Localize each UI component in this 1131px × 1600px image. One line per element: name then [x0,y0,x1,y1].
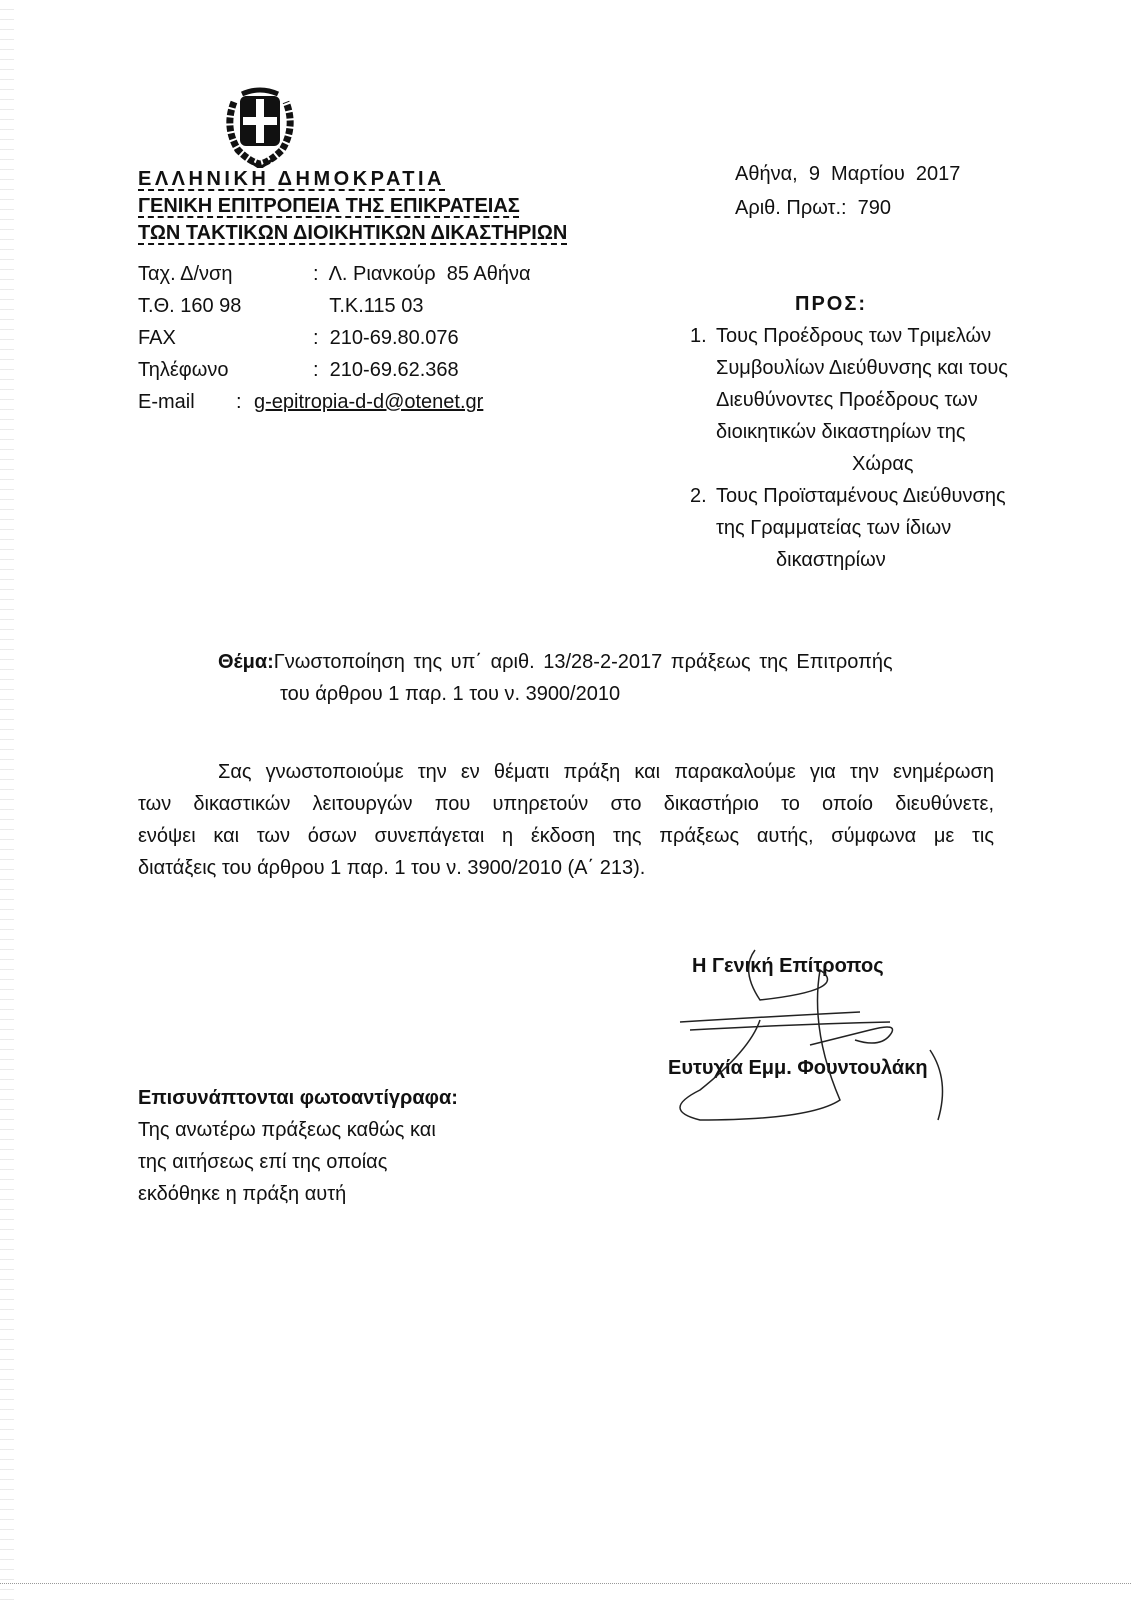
header-line-1: ΕΛΛΗΝΙΚΗ ΔΗΜΟΚΡΑΤΙΑ [138,168,445,190]
contact-row [138,290,531,322]
body-paragraph [138,756,994,884]
subject-line-2: του άρθρου 1 παρ. 1 του ν. 3900/2010 [280,683,621,705]
email-separator: : [236,391,242,413]
signatory-title: Η Γενική Επίτροπος [692,955,884,977]
body-line: ενόψει και των όσων συνεπάγεται η έκδοση της πράξεως αυτής, σύμφωνα με τις [138,825,994,847]
handwritten-signature [660,940,960,1150]
recipient-line: διοικητικών δικαστηρίων της [716,421,966,443]
recipient-line: Τους Προέδρους των Τριμελών [716,325,992,347]
protocol-number: Αριθ. Πρωτ.: 790 [735,197,892,219]
email-label: E-mail [138,391,195,413]
recipients-heading: ΠΡΟΣ: [795,293,868,315]
recipient-number: 1. [690,325,707,347]
scan-bottom-edge [0,1583,1131,1585]
contact-row [138,322,531,354]
attachments-heading: Επισυνάπτονται φωτοαντίγραφα: [138,1087,458,1109]
email-row [138,386,531,418]
recipient-line: Συμβουλίων Διεύθυνσης και τους [716,357,1008,379]
recipient-line: Χώρας [852,453,914,475]
recipient-item [690,480,1008,512]
attachments-line: της αιτήσεως επί της οποίας [138,1151,388,1173]
recipient-line: Τους Προϊσταμένους Διεύθυνσης [716,485,1006,507]
contact-block [138,258,531,418]
header-line-3: ΤΩΝ ΤΑΚΤΙΚΩΝ ΔΙΟΙΚΗΤΙΚΩΝ ΔΙΚΑΣΤΗΡΙΩΝ [138,222,568,244]
contact-label: Ταχ. Δ/νση [138,263,233,285]
recipient-item [690,320,1008,352]
greek-coat-of-arms-emblem [220,82,300,168]
recipient-line: της Γραμματείας των ίδιων [716,517,952,539]
header-line-2: ΓΕΝΙΚΗ ΕΠΙΤΡΟΠΕΙΑ ΤΗΣ ΕΠΙΚΡΑΤΕΙΑΣ [138,195,520,217]
subject-block [218,646,893,710]
contact-value: : Λ. Ριανκούρ 85 Αθήνα [313,263,531,285]
recipients-list [690,320,1008,576]
recipient-line: δικαστηρίων [776,549,886,571]
contact-row [138,354,531,386]
contact-value: Τ.Κ.115 03 [313,295,424,317]
email-link[interactable]: g-epitropia-d-d@otenet.gr [254,391,484,413]
subject-line-1: Γνωστοποίηση της υπ΄ αριθ. 13/28-2-2017 πράξεως της Επιτροπής [273,651,893,673]
contact-label: Τηλέφωνο [138,359,229,381]
letterhead [138,166,567,247]
attachments-line: εκδόθηκε η πράξη αυτή [138,1183,347,1205]
signatory-name: Ευτυχία Εμμ. Φουντουλάκη [668,1057,928,1079]
body-line: διατάξεις του άρθρου 1 παρ. 1 του ν. 3900/2010 (Α΄ 213). [138,857,646,879]
attachments-line: Της ανωτέρω πράξεως καθώς και [138,1119,436,1141]
contact-label: FAX [138,327,176,349]
contact-label: Τ.Θ. 160 98 [138,295,242,317]
contact-row [138,258,531,290]
attachments-block [138,1082,458,1210]
subject-label: Θέμα: [218,651,274,673]
body-line: των δικαστικών λειτουργών που υπηρετούν στο δικαστήριο το οποίο διευθύνετε, [138,793,994,815]
date-line: Αθήνα, 9 Μαρτίου 2017 [735,163,961,185]
recipient-line: Διευθύνοντες Προέδρους των [716,389,978,411]
scan-edge [0,0,14,1600]
contact-value: : 210-69.62.368 [313,359,459,381]
recipient-number: 2. [690,485,707,507]
body-line: Σας γνωστοποιούμε την εν θέματι πράξη και παρακαλούμε για την ενημέρωση [218,761,994,783]
contact-value: : 210-69.80.076 [313,327,459,349]
